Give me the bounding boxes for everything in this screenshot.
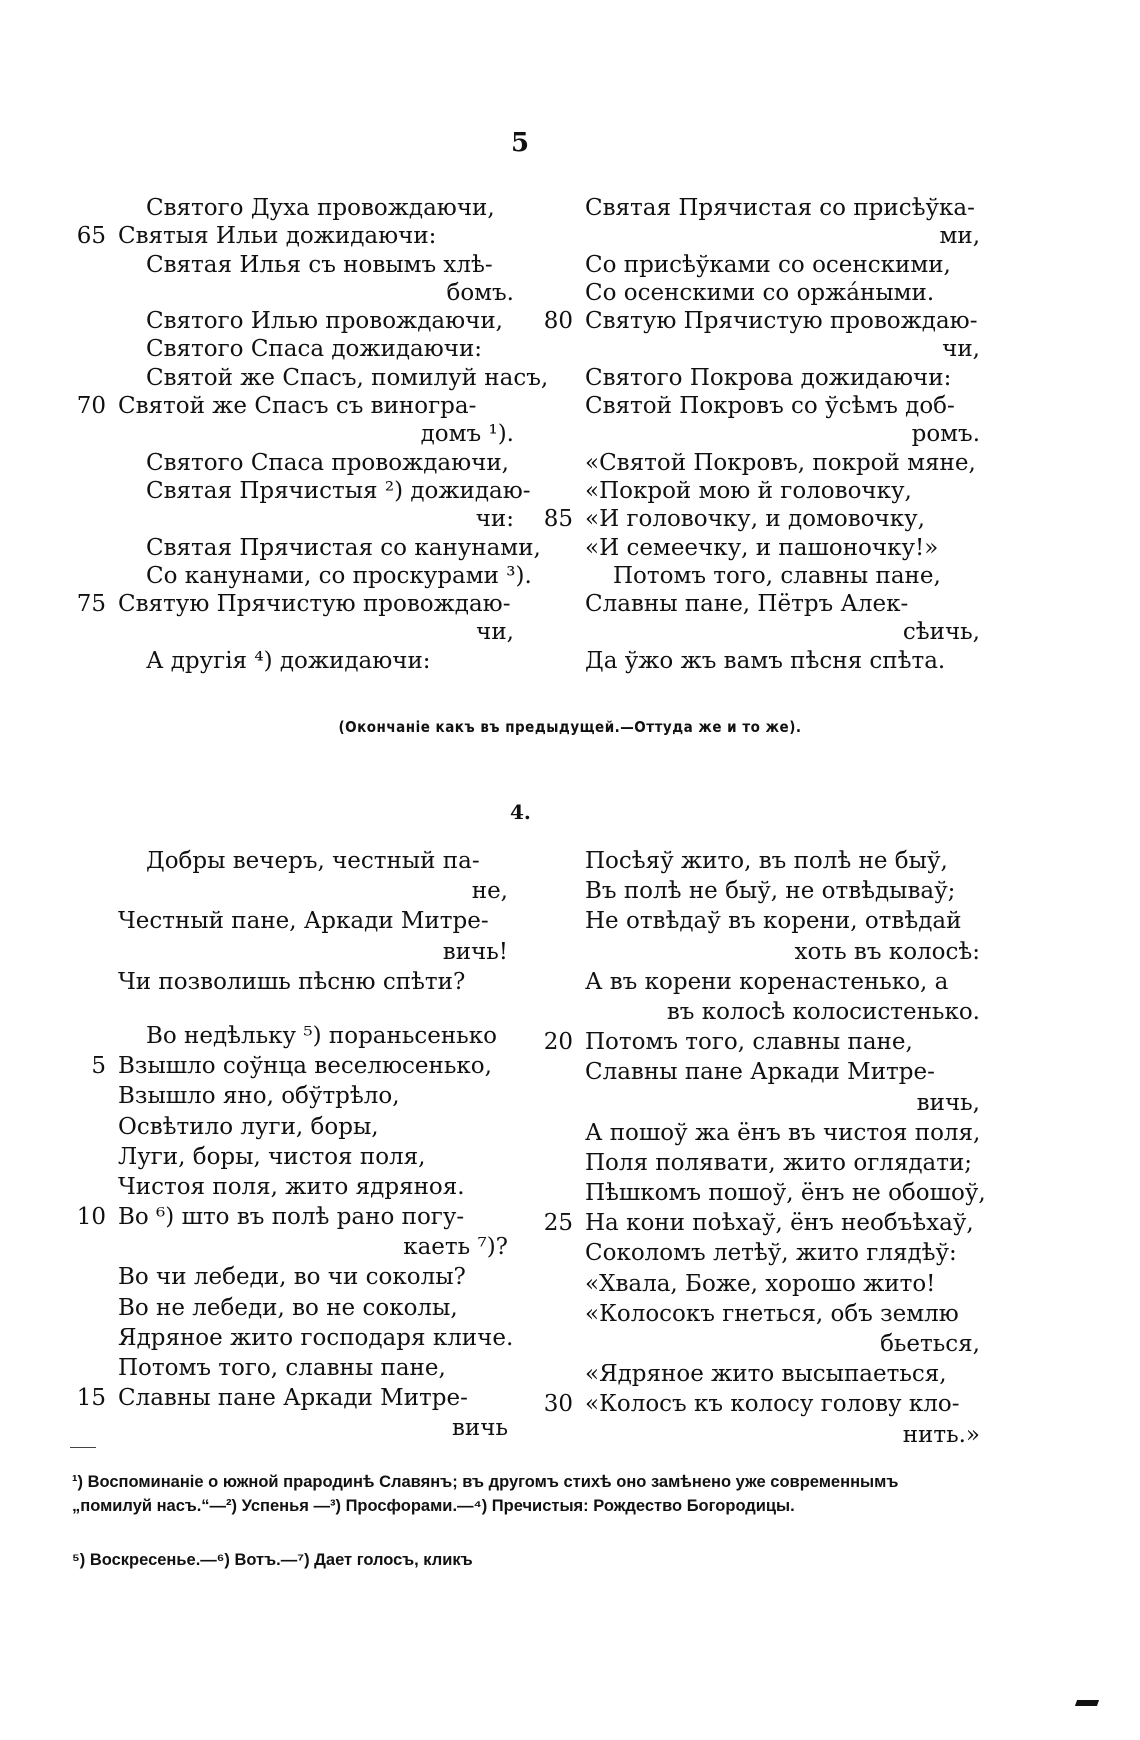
line-number: 5	[91, 1053, 106, 1080]
verse-line	[585, 335, 980, 363]
verse-line	[76, 222, 514, 250]
verse-line	[585, 1148, 980, 1178]
verse-text: А въ корени коренастенько, а	[585, 968, 949, 995]
verse-text: «И семеечку, и пашоночку!»	[585, 534, 939, 561]
verse-text: хоть въ колосѣ:	[794, 938, 980, 965]
verse-text: Поля полявати, жито оглядати;	[585, 1149, 973, 1176]
verse-line	[118, 420, 514, 448]
verse-line	[118, 1293, 508, 1323]
verse-line	[585, 1420, 980, 1450]
verse-line	[585, 647, 980, 675]
verse-line	[585, 364, 980, 392]
line-number: 65	[76, 223, 106, 250]
verse-text: Со осенскими со оржáными.	[585, 279, 935, 306]
song-block-2-left-column	[76, 846, 514, 1444]
verse-line	[585, 392, 980, 420]
song-block-1-right-column	[543, 194, 980, 675]
line-number: 70	[76, 393, 106, 420]
song-block-2-right-column	[543, 846, 986, 1450]
verse-line	[118, 251, 514, 279]
verse-line	[585, 1359, 980, 1389]
verse-text: чи,	[942, 336, 980, 363]
verse-text: бомъ.	[446, 279, 514, 306]
verse-text: Добры вечеръ, честный па-	[146, 848, 480, 874]
verse-line	[118, 647, 514, 675]
verse-text: «Колосъ къ колосу голову кло-	[585, 1391, 960, 1418]
verse-line	[585, 477, 980, 505]
verse-text: Святого Спаса провождаючи,	[146, 449, 509, 476]
verse-line	[118, 846, 508, 876]
verse-line	[118, 906, 508, 936]
line-number: 10	[76, 1204, 106, 1231]
verse-line	[118, 505, 514, 533]
verse-text: Въ полѣ не быў, не отвѣдываў;	[585, 878, 956, 905]
verse-text: «И головочку, и домовочку,	[585, 506, 925, 533]
verse-text: Святого Илью провождаючи,	[146, 308, 503, 335]
verse-line	[543, 1208, 980, 1238]
verse-text: «Ядряное жито высыпаеться,	[585, 1361, 947, 1388]
verse-line	[585, 1057, 980, 1087]
verse-line	[585, 222, 980, 250]
verse-text: Святая Прячистая со присѣўка-	[585, 195, 975, 221]
verse-line	[585, 1088, 980, 1118]
verse-line	[543, 1389, 980, 1419]
line-number: 80	[543, 308, 573, 335]
verse-line	[585, 937, 980, 967]
verse-text: чи,	[476, 619, 514, 646]
verse-text: бьеться,	[880, 1331, 980, 1357]
verse-line	[585, 194, 980, 222]
verse-text: Взышло соўнца веселюсенько,	[118, 1053, 492, 1080]
verse-line	[585, 1329, 980, 1359]
verse-text: Честный пане, Аркади Митре-	[118, 908, 489, 935]
footnote-2: ⁵) Воскресенье.—⁶) Вотъ.—⁷) Дает голосъ, кликъ	[72, 1551, 473, 1569]
verse-text: каеть ⁷)?	[403, 1234, 508, 1261]
line-number: 15	[76, 1385, 106, 1412]
verse-text: Во не лебеди, во не соколы,	[118, 1294, 458, 1321]
verse-line	[585, 876, 980, 906]
verse-text: Святая Прячистая со канунами,	[146, 534, 541, 561]
verse-line	[543, 307, 980, 335]
verse-line	[118, 1262, 508, 1292]
verse-line	[76, 1383, 508, 1413]
verse-text: Не отвѣдаў въ корени, отвѣдай	[585, 908, 962, 935]
verse-line	[585, 449, 980, 477]
verse-line	[118, 1232, 508, 1262]
verse-text: «Колосокъ гнеться, объ землю	[585, 1300, 959, 1327]
footnote-1: ¹) Воспоминаніе о южной прародинѣ Славянъ; въ другомъ стихѣ оно замѣнено уже современнымъ „помилуй насъ.“—²) Успенья —³) Просфорами.—⁴) Пречистыя: Рождество Богородицы.	[72, 1473, 899, 1515]
verse-text: ми,	[939, 223, 980, 250]
song-number: 4.	[510, 800, 531, 824]
verse-text: чи:	[475, 506, 514, 533]
verse-text: ромъ.	[911, 421, 980, 448]
page-number: 5	[510, 128, 530, 158]
verse-text: Потомъ того, славны пане,	[585, 1029, 913, 1056]
verse-text: Чи позволишь пѣсню спѣти?	[118, 968, 466, 995]
verse-text: Соколомъ летѣў, жито глядѣў:	[585, 1240, 957, 1267]
verse-line	[585, 1269, 980, 1299]
verse-line	[585, 590, 980, 618]
verse-text: На кони поѣхаў, ёнъ необъѣхаў,	[585, 1210, 974, 1237]
verse-text: въ колосѣ колосистенько.	[666, 998, 980, 1025]
verse-text: Со канунами, со проскурами ³).	[146, 562, 532, 589]
verse-line	[118, 194, 514, 222]
verse-line	[91, 1051, 508, 1081]
verse-line	[118, 1353, 508, 1383]
verse-text: «Хвала, Боже, хорошо жито!	[585, 1270, 936, 1297]
verse-line	[585, 997, 980, 1027]
verse-text: Святую Прячистую провождаю-	[118, 591, 511, 618]
verse-line	[118, 876, 508, 906]
verse-line	[585, 1238, 980, 1268]
verse-text: сѣичь,	[902, 619, 980, 646]
verse-text: Святая Илья съ новымъ хлѣ-	[146, 251, 493, 278]
verse-text: Пѣшкомъ пошоў, ёнъ не обошоў,	[585, 1180, 986, 1207]
verse-line	[118, 1323, 514, 1353]
verse-text: Чистоя поля, жито ядряноя.	[118, 1173, 465, 1200]
verse-text: вичь!	[442, 938, 508, 965]
verse-text: Взышло яно, обўтрѣло,	[118, 1083, 400, 1110]
verse-text: Во чи лебеди, во чи соколы?	[118, 1264, 466, 1291]
verse-line	[585, 534, 980, 562]
verse-line	[585, 420, 980, 448]
verse-line	[118, 1112, 508, 1142]
verse-text: Святого Духа провождаючи,	[146, 195, 495, 221]
verse-text: Потомъ того, славны пане,	[118, 1355, 446, 1381]
verse-line	[585, 1118, 980, 1148]
verse-line	[118, 562, 532, 590]
verse-text: «Покрой мою й головочку,	[585, 477, 912, 504]
verse-text: вичь	[451, 1415, 508, 1442]
verse-text: нить.»	[902, 1421, 980, 1448]
verse-line	[118, 449, 514, 477]
line-number: 30	[543, 1391, 573, 1418]
verse-line	[118, 997, 508, 1021]
verse-line	[118, 1142, 508, 1172]
verse-line	[585, 562, 980, 590]
verse-text: домъ ¹).	[420, 421, 514, 448]
verse-text: Славны пане Аркади Митре-	[118, 1385, 468, 1412]
song-block-1-left-column	[76, 194, 549, 675]
verse-line	[76, 392, 514, 420]
verse-text: А пошоў жа ёнъ въ чистоя поля,	[585, 1119, 981, 1146]
verse-line	[585, 1299, 980, 1329]
footnote-rule	[70, 1447, 96, 1448]
verse-line	[118, 279, 514, 307]
verse-text: Луги, боры, чистоя поля,	[118, 1143, 426, 1170]
verse-text: «Святой Покровъ, покрой мяне,	[585, 449, 976, 476]
verse-line	[585, 279, 980, 307]
verse-line	[585, 906, 980, 936]
verse-text: Святой же Спасъ, помилуй насъ,	[146, 364, 549, 391]
verse-line	[118, 364, 549, 392]
verse-text: Славны пане, Пётръ Алек-	[585, 591, 909, 618]
verse-text: Потомъ того, славны пане,	[613, 562, 941, 589]
verse-line	[118, 1021, 508, 1051]
verse-line	[585, 618, 980, 646]
verse-text: Посѣяў жито, въ полѣ не быў,	[585, 848, 948, 874]
verse-text: Святыя Ильи дожидаючи:	[118, 223, 437, 250]
verse-text: вичь,	[916, 1089, 980, 1116]
verse-line	[118, 534, 541, 562]
verse-line	[118, 1172, 508, 1202]
verse-line	[118, 335, 514, 363]
verse-text: Ядряное жито господаря кличе.	[118, 1324, 514, 1351]
verse-line	[118, 1413, 508, 1443]
verse-text: не,	[471, 878, 508, 905]
verse-line	[118, 477, 531, 505]
line-number: 85	[543, 506, 573, 533]
line-number: 20	[543, 1029, 573, 1056]
verse-line	[118, 1081, 508, 1111]
verse-line	[585, 967, 980, 997]
verse-text: Святого Спаса дожидаючи:	[146, 336, 483, 363]
page-edge-mark	[1075, 1700, 1099, 1706]
verse-line	[585, 1178, 986, 1208]
verse-line	[118, 618, 514, 646]
line-number: 25	[543, 1210, 573, 1237]
line-number: 75	[76, 591, 106, 618]
verse-text: Святого Покрова дожидаючи:	[585, 364, 952, 391]
verse-line	[585, 251, 980, 279]
verse-line	[118, 307, 514, 335]
verse-text: Со присѣўками со осенскими,	[585, 251, 951, 278]
verse-line	[585, 846, 980, 876]
verse-text: Святую Прячистую провождаю-	[585, 308, 978, 335]
verse-text: Святая Прячистыя ²) дожидаю-	[146, 477, 531, 504]
verse-line	[118, 937, 508, 967]
verse-line	[543, 1027, 980, 1057]
verse-text: Освѣтило луги, боры,	[118, 1113, 379, 1140]
verse-line	[118, 967, 508, 997]
verse-line	[543, 505, 980, 533]
verse-text: Во недѣльку ⁵) пораньсенько	[146, 1022, 497, 1049]
source-note: (Окончаніе какъ въ предыдущей.—Оттуда же и то же).	[338, 718, 802, 736]
verse-text: Да ўжо жъ вамъ пѣсня спѣта.	[585, 647, 946, 674]
verse-text: Святой же Спасъ съ виногра-	[118, 393, 477, 420]
verse-line	[76, 1202, 508, 1232]
verse-line	[76, 590, 514, 618]
verse-text: Во ⁶) што въ полѣ рано погу-	[118, 1204, 465, 1231]
verse-text: Славны пане Аркади Митре-	[585, 1059, 935, 1086]
verse-text: Святой Покровъ со ўсѣмъ доб-	[585, 393, 955, 420]
verse-text: А другія ⁴) дожидаючи:	[146, 647, 431, 674]
